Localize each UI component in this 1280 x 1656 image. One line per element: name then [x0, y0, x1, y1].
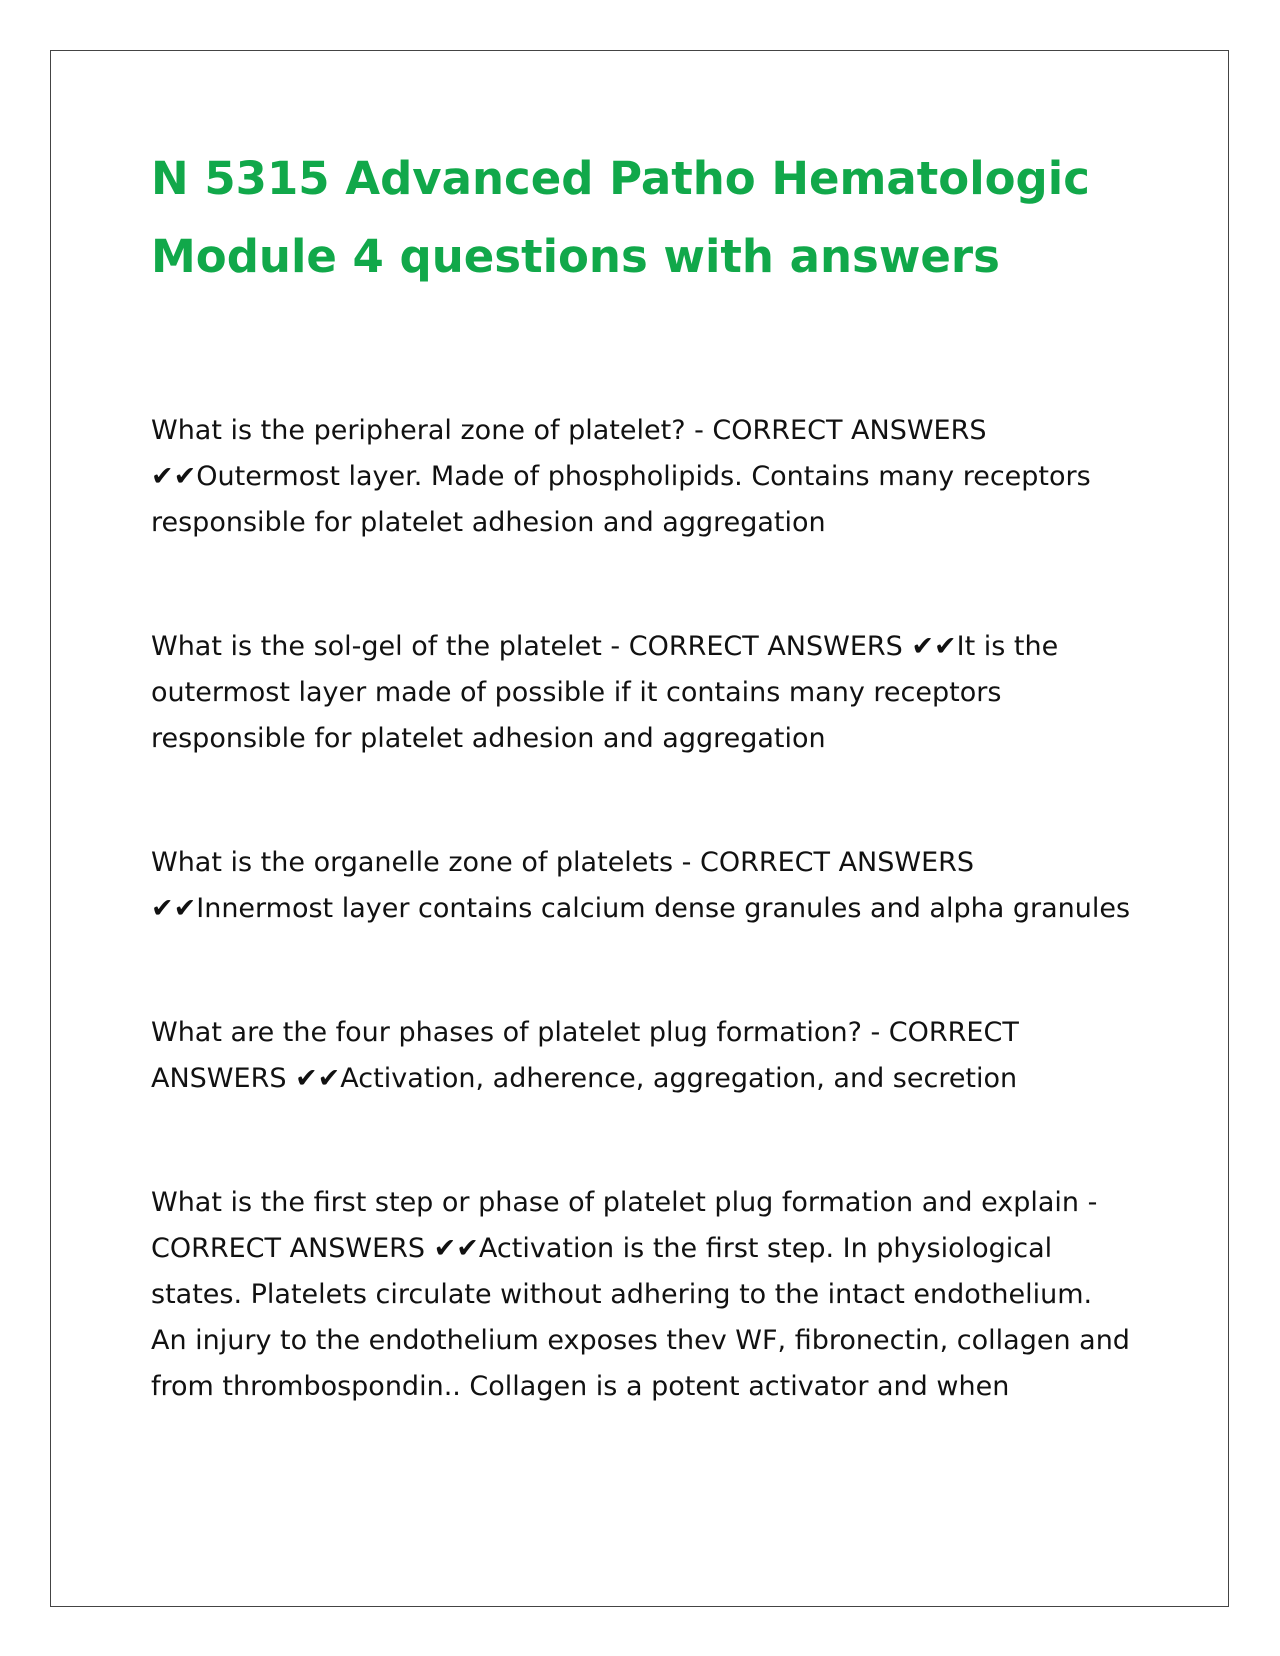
qa-item — [151, 1010, 1131, 1102]
title-line-1: N 5315 Advanced Patho Hematologic — [151, 152, 1090, 205]
answer-text: ✔✔Activation is the first step. In physiological states. Platelets circulate without adhering to the intact endothelium. An injury to the endothelium exposes thev WF, fibronectin, collagen and from thrombospondin.. Collagen is a potent activator and when — [151, 1233, 1130, 1402]
qa-item — [151, 840, 1131, 932]
answer-text: ✔✔Outermost layer. Made of phospholipids. Contains many receptors responsible for platelet adhesion and aggregation — [151, 461, 1091, 538]
qa-item — [151, 1180, 1131, 1410]
question-text: What is the organelle zone of platelets - CORRECT ANSWERS — [151, 847, 975, 878]
document-title — [151, 140, 1131, 296]
question-text: What is the sol-gel of the platelet - CORRECT ANSWERS — [151, 631, 903, 662]
qa-item — [151, 624, 1131, 762]
qa-item — [151, 408, 1131, 546]
question-text: What is the first step or phase of platelet plug formation and explain - CORRECT ANSWERS — [151, 1187, 1098, 1264]
question-text: What are the four phases of platelet plug formation? - CORRECT ANSWERS — [151, 1017, 1019, 1094]
title-line-2: Module 4 questions with answers — [151, 230, 1000, 283]
answer-text: ✔✔It is the outermost layer made of possible if it contains many receptors responsible for platelet adhesion and aggregation — [151, 631, 1059, 754]
document-body — [151, 140, 1131, 1410]
qa-list — [151, 408, 1131, 1410]
question-text: What is the peripheral zone of platelet? - CORRECT ANSWERS — [151, 415, 987, 446]
answer-text: ✔✔Innermost layer contains calcium dense granules and alpha granules — [151, 893, 1131, 924]
answer-text: ✔✔Activation, adherence, aggregation, and secretion — [295, 1063, 1018, 1094]
